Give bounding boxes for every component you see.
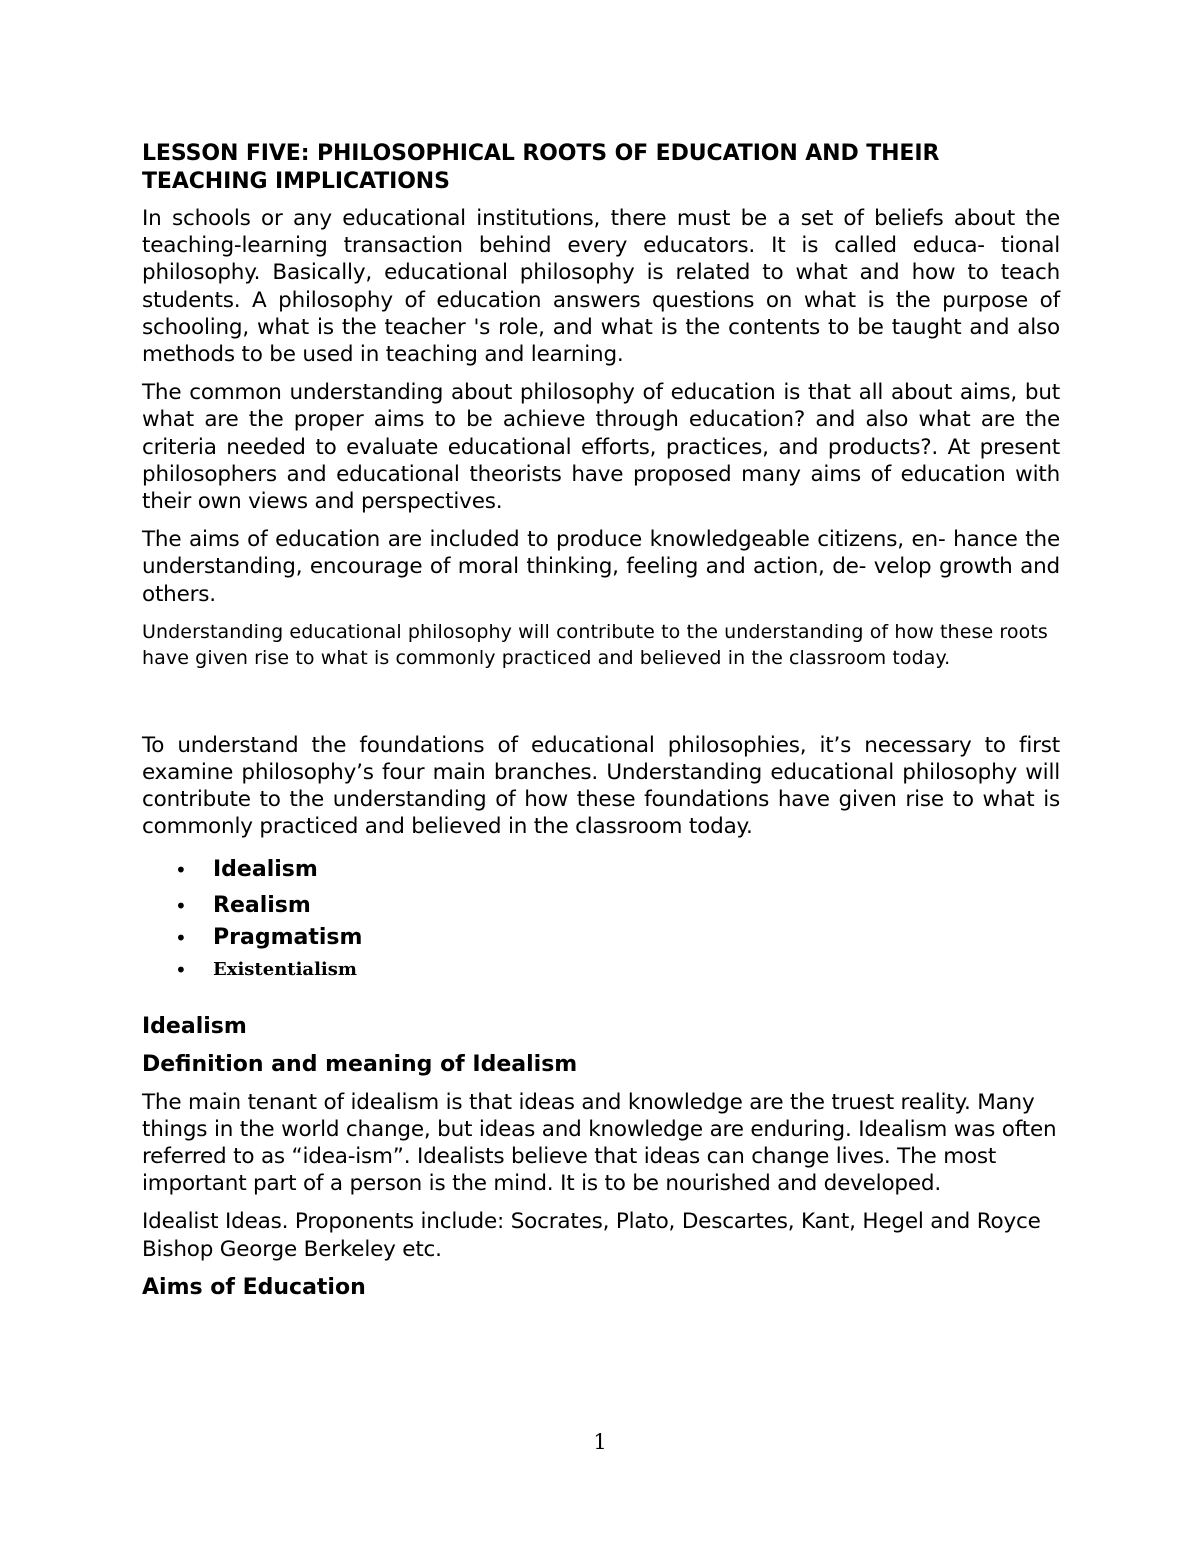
spacer (142, 672, 1060, 732)
document-page (142, 140, 1060, 1312)
list-item (142, 923, 1060, 953)
roots-paragraph: Understanding educational philosophy will contribute to the understanding of how these roots have given rise to what is commonly practiced and believed in the classroom today. (142, 620, 1048, 670)
aims-paragraph: The common understanding about philosophy of education is that all about aims, but what are the proper aims to be achieve through education? and also what are the criteria needed to evaluate educational efforts, practices, and products?. At present philosophers and educational theorists have proposed many aims of education with their own views and perspectives. (142, 380, 1060, 515)
branch-realism: Realism (213, 892, 311, 918)
idealism-heading: Idealism (142, 1013, 247, 1039)
intro-paragraph: In schools or any educational institutions, there must be a set of beliefs about the teaching-learning transaction behind every educators. It is called educa- tional philosophy. Basically, educational philosophy is related to what and how to teach students. A philosophy of education answers questions on what is the purpose of schooling, what is the teacher 's role, and what is the contents to be taught and also methods to be used in teaching and learning. (142, 206, 1060, 368)
branch-existentialism: Existentialism (213, 958, 357, 980)
idealism-paragraph: The main tenant of idealism is that ideas and knowledge are the truest reality. Many things in the world change, but ideas and knowledge are enduring. Idealism was often referred to as “idea-ism”. Idealists believe that ideas can change lives. The most important part of a person is the mind. It is to be nourished and developed. (142, 1089, 1057, 1197)
bullet-icon: • (175, 957, 187, 982)
page-number: 1 (593, 1430, 607, 1454)
branch-pragmatism: Pragmatism (213, 924, 363, 950)
aims-list-paragraph: The aims of education are included to produce knowledgeable citizens, en- hance the understanding, encourage of moral thinking, feeling and action, de- velop growth and others. (142, 527, 1060, 607)
list-item (142, 955, 1060, 985)
bullet-icon: • (175, 925, 187, 950)
lesson-title: LESSON FIVE: PHILOSOPHICAL ROOTS OF EDUCATION AND THEIR TEACHING IMPLICATIONS (142, 141, 940, 194)
idealist-ideas-paragraph: Idealist Ideas. Proponents include: Socrates, Plato, Descartes, Kant, Hegel and Royce Bishop George Berkeley etc. (142, 1209, 1041, 1262)
list-item (142, 891, 1060, 921)
branch-idealism: Idealism (213, 856, 318, 882)
branches-list (142, 855, 1060, 985)
foundations-paragraph: To understand the foundations of educational philosophies, it’s necessary to first examine philosophy’s four main branches. Understanding educational philosophy will contribute to the understanding of how these foundations have given rise to what is commonly practiced and believed in the classroom today. (142, 732, 1060, 840)
bullet-icon: • (175, 893, 187, 918)
bullet-icon: • (175, 857, 187, 882)
aims-of-education-heading: Aims of Education (142, 1274, 366, 1300)
list-item (142, 855, 1060, 885)
idealism-subheading: Definition and meaning of Idealism (142, 1051, 578, 1077)
